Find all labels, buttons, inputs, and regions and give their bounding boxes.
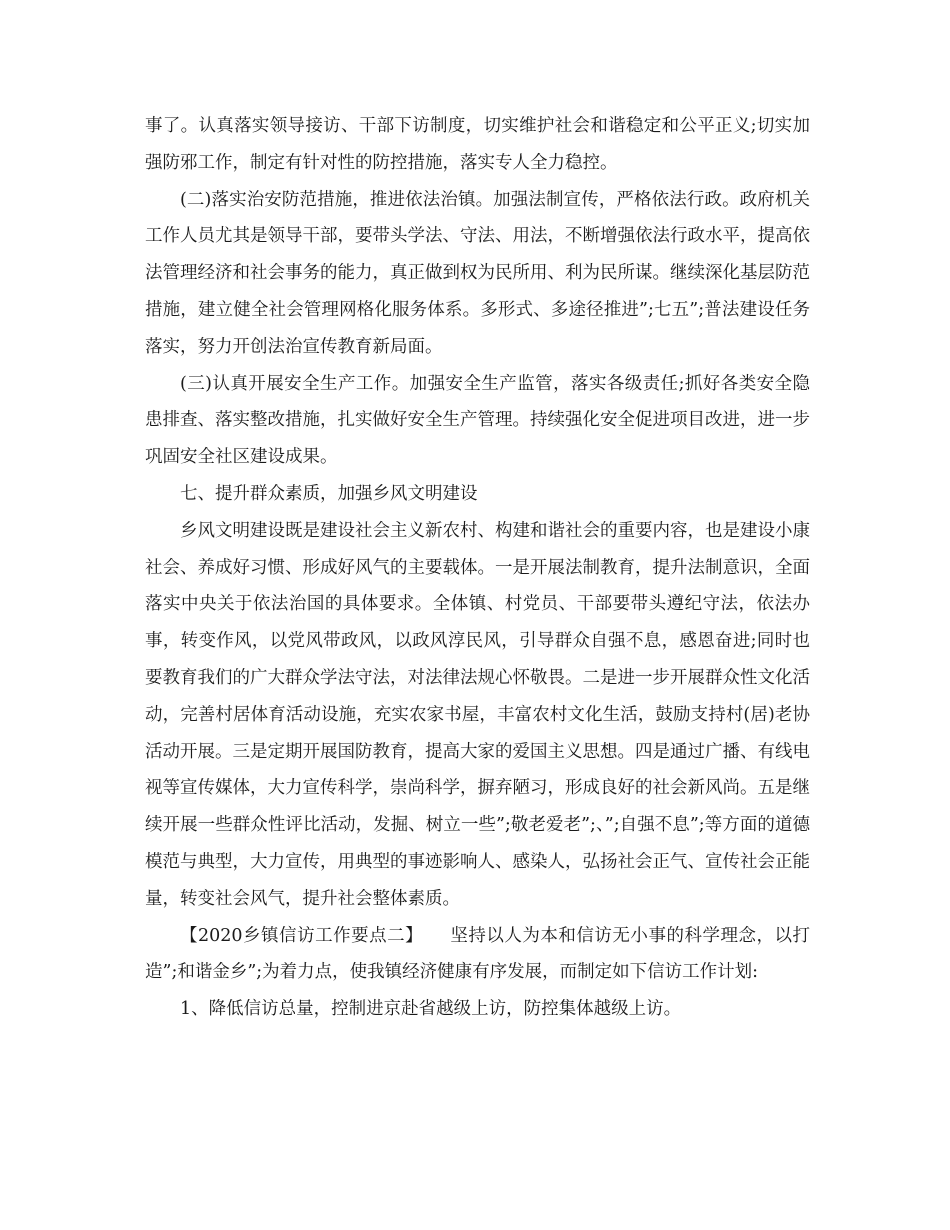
paragraph-work-safety: (三)认真开展安全生产工作。加强安全生产监管，落实各级责任;抓好各类安全隐患排查、落实整改措施，扎实做好安全生产管理。持续强化安全促进项目改进，进一步巩固安全社区建设成果。 [145,373,810,468]
section-heading-rural-civility: 七、提升群众素质，加强乡风文明建设 [180,483,478,504]
paragraph-rural-civility: 乡风文明建设既是建设社会主义新农村、构建和谐社会的重要内容，也是建设小康社会、养成好习惯、形成好风气的主要载体。一是开展法制教育，提升法制意识，全面落实中央关于依法治国的具体要求。全体镇、村党员、干部要带头遵纪守法，依法办事，转变作风，以党风带政风，以政风淳民风，引导群众自强不息，感恩奋进;同时也要教育我们的广大群众学法守法，对法律法规心怀敬畏。二是进一步开展群众性文化活动，完善村居体育活动设施，充实农家书屋，丰富农村文化生活，鼓励支持村(居)老协活动开展。三是定期开展国防教育，提高大家的爱国主义思想。四是通过广播、有线电视等宣传媒体，大力宣传科学，崇尚科学，摒弃陋习，形成良好的社会新风尚。五是继续开展一些群众性评比活动，发掘、树立一些”;敬老爱老”;、”;自强不息”;等方面的道德模范与典型，大力宣传，用典型的事迹影响人、感染人，弘扬社会正气、宣传社会正能量，转变社会风气，提升社会整体素质。 [145,520,810,909]
paragraph-petition-plan-intro: 【2020乡镇信访工作要点二】 坚持以人为本和信访无小事的科学理念，以打造”;和谐金乡”;为着力点，使我镇经济健康有序发展，而制定如下信访工作计划: [145,925,810,983]
paragraph-petition-item-1: 1、降低信访总量，控制进京赴省越级上访，防控集体越级上访。 [180,999,682,1020]
paragraph-continuation: 事了。认真落实领导接访、干部下访制度，切实维护社会和谐稳定和公平正义;切实加强防邪工作，制定有针对性的防控措施，落实专人全力稳控。 [145,116,810,173]
document-body [145,108,810,1028]
paragraph-public-security: (二)落实治安防范措施，推进依法治镇。加强法制宣传，严格依法行政。政府机关工作人员尤其是领导干部，要带头学法、守法、用法，不断增强依法行政水平，提高依法管理经济和社会事务的能力，真正做到权为民所用、利为民所谋。继续深化基层防范措施，建立健全社会管理网格化服务体系。多形式、多途径推进”;七五”;普法建设任务落实，努力开创法治宣传教育新局面。 [145,189,810,357]
